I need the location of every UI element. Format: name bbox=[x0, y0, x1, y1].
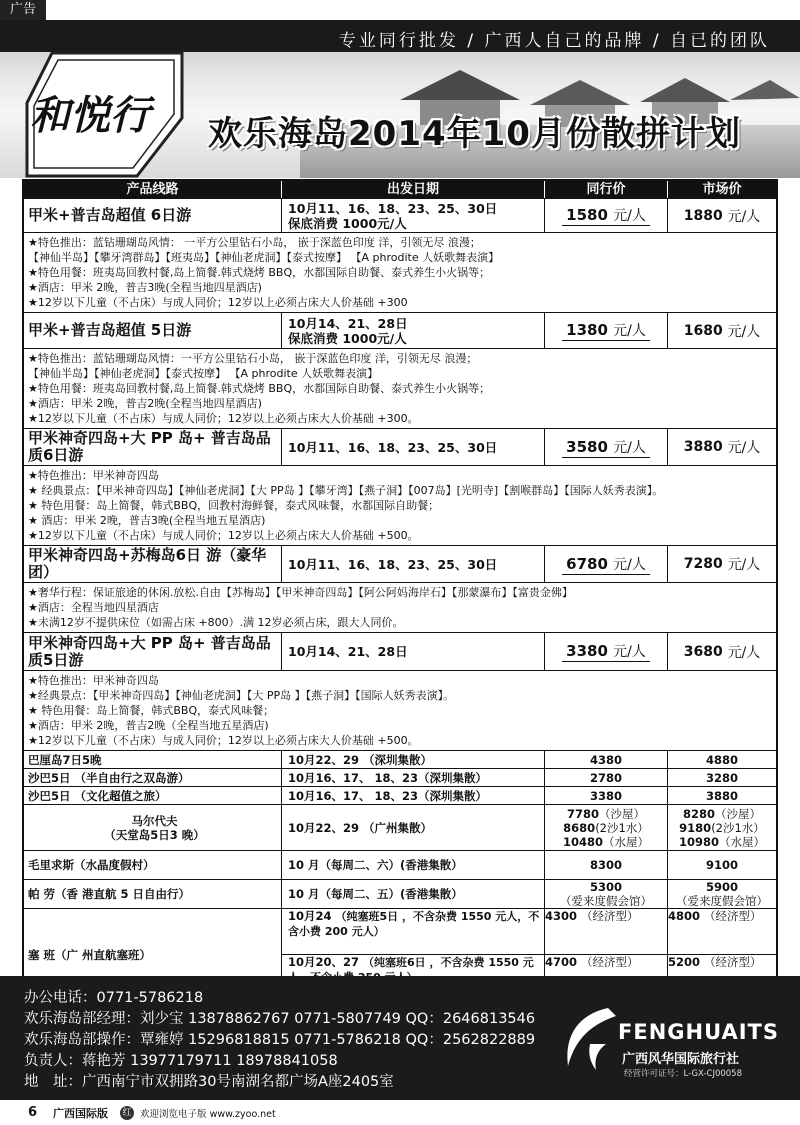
logo-name: FENGHUAITS bbox=[618, 1020, 779, 1044]
contact-line: 欢乐海岛部经理：刘少宝 13878862767 0771-5807749 QQ：2646813546 bbox=[24, 1011, 536, 1027]
market-price bbox=[668, 199, 776, 232]
magazine-badge-icon: 红 bbox=[120, 1106, 134, 1120]
page-footer bbox=[0, 1100, 800, 1125]
note-line: ★特色推出：蓝钻珊瑚岛风情：一平方公里钻石小岛， 嵌于深蓝色印度 洋，引领无尽 浪漫； bbox=[28, 352, 478, 365]
route-name: 毛里求斯（水晶度假村） bbox=[24, 851, 282, 879]
date-desc: （纯塞班5日 ，不含杂费 1550 元人，不含小费 200 元人） bbox=[288, 910, 540, 938]
note-line: ★酒店：甲米 2晚，普吉2晚（全程当地五星酒店) bbox=[28, 719, 269, 732]
trade-price-value: 3380 bbox=[545, 787, 668, 804]
trade-price bbox=[545, 313, 668, 348]
table-header bbox=[24, 181, 776, 198]
price-value: 10980 bbox=[678, 834, 719, 849]
table-row bbox=[24, 786, 776, 804]
trade-price-value: 1380 bbox=[566, 321, 608, 339]
route-name: 沙巴5日 （文化超值之旅） bbox=[24, 787, 282, 804]
note-line: ★特色推出：甲米神奇四岛 bbox=[28, 469, 159, 482]
company-logo bbox=[560, 996, 790, 1096]
trade-price-cell bbox=[545, 909, 668, 954]
class-note: （经济型） bbox=[581, 955, 639, 969]
class-note: （经济型） bbox=[581, 909, 639, 923]
room-type: （水屋） bbox=[719, 834, 765, 849]
date-line: 10月24 bbox=[288, 909, 332, 923]
route-date: 10 月（每周二、六）(香港集散） bbox=[282, 851, 545, 879]
product-notes bbox=[24, 465, 776, 545]
price-value: 8680 bbox=[563, 820, 596, 835]
price-unit: 元/人 bbox=[613, 208, 646, 224]
note-line: ★ 特色用餐：岛上简餐，韩式BBQ，回教村海鲜餐，泰式风味餐，水都国际自助餐； bbox=[28, 499, 440, 512]
product-notes bbox=[24, 670, 776, 750]
price-option bbox=[679, 835, 765, 849]
note-line: ★酒店：全程当地四星酒店 bbox=[28, 601, 159, 614]
price-option bbox=[567, 807, 645, 821]
route-date: 10月22、29 （深圳集散） bbox=[282, 751, 545, 768]
product-notes bbox=[24, 348, 776, 428]
note-line: ★12岁以下儿童（不占床）与成人同价；12岁以上必须占床大人价基础 +500。 bbox=[28, 734, 419, 747]
contact-line: 办公电话：0771-5786218 bbox=[24, 990, 204, 1006]
trade-price-value: 4300 bbox=[545, 909, 578, 923]
route-date: 10月16、17、 18、23（深圳集散） bbox=[282, 787, 545, 804]
contact-line: 欢乐海岛部操作：覃雍婷 15296818815 0771-5786218 QQ：2562822889 bbox=[24, 1032, 536, 1048]
trade-price-list bbox=[545, 805, 668, 850]
header-trade-price: 同行价 bbox=[545, 181, 668, 198]
ad-tag: 广告 bbox=[0, 0, 46, 20]
note-line: ★酒店：甲米 2晚，普吉3晚(全程当地四星酒店) bbox=[28, 281, 262, 294]
page-title: 欢乐海岛2014年10月份散拼计划 bbox=[208, 114, 741, 154]
trade-price-value: 8300 bbox=[545, 851, 668, 879]
date-line: 保底消费 1000元/人 bbox=[288, 215, 407, 231]
market-price-cell bbox=[668, 909, 776, 954]
market-price-value: 4880 bbox=[705, 752, 738, 767]
brand-logo-text: 和悦行 bbox=[30, 92, 150, 139]
price-option bbox=[679, 821, 765, 835]
product-name: 甲米+普吉岛超值 5日游 bbox=[24, 313, 282, 348]
note-line: ★特色用餐：班夷岛回教村餐,岛上简餐.韩式烧烤 BBQ，水都国际自助餐、泰式养生小火锅等； bbox=[28, 266, 491, 279]
trade-price-value: 6780 bbox=[566, 554, 608, 573]
product-name: 甲米+普吉岛超值 6日游 bbox=[24, 199, 282, 232]
contact-info bbox=[24, 988, 535, 1093]
market-price bbox=[668, 633, 776, 670]
note-line: ★12岁以下儿童（不占床）与成人同价；12岁以上必须占床大人价基础 +500。 bbox=[28, 529, 419, 542]
header-market-price: 市场价 bbox=[702, 182, 742, 197]
header-banner bbox=[0, 20, 800, 178]
product-name: 甲米神奇四岛+大 PP 岛+ 普吉岛品质6日游 bbox=[24, 429, 282, 465]
contact-line: 地 址：广西南宁市双拥路30号南湖名都广场A座2405室 bbox=[24, 1074, 394, 1090]
page-number: 6 bbox=[28, 1105, 38, 1120]
table-row bbox=[24, 804, 776, 850]
route-name-line: 马尔代夫 bbox=[131, 813, 178, 828]
market-price-value: 5900 bbox=[705, 880, 738, 894]
date-line: 10月14、21、28日 bbox=[288, 315, 408, 331]
note-line: ★特色推出：蓝钻珊瑚岛风情： 一平方公里钻石小岛， 嵌于深蓝色印度 洋，引领无尽 浪漫； bbox=[28, 236, 481, 249]
price-value: 7780 bbox=[566, 806, 599, 821]
table-row bbox=[24, 750, 776, 768]
table-row bbox=[24, 879, 776, 908]
product-row bbox=[24, 545, 776, 582]
product-name: 甲米神奇四岛+大 PP 岛+ 普吉岛品质5日游 bbox=[24, 633, 282, 670]
date-line: 10月11、16、18、23、25、30日 bbox=[288, 200, 498, 216]
route-date: 10月22、29 （广州集散） bbox=[282, 805, 545, 850]
price-value: 8280 bbox=[682, 806, 715, 821]
saipan-option bbox=[282, 909, 776, 955]
route-name-line: （天堂岛5日3 晚） bbox=[104, 827, 205, 842]
route-date: 10月16、17、 18、23（深圳集散） bbox=[282, 769, 545, 786]
price-unit: 元/人 bbox=[613, 556, 646, 573]
header-date: 出发日期 bbox=[282, 181, 545, 198]
market-price-cell bbox=[668, 880, 776, 908]
table-row bbox=[24, 768, 776, 786]
magazine-name: 广西国际版 bbox=[53, 1106, 109, 1120]
market-price-value: 1680 bbox=[683, 322, 723, 339]
market-price-value: 3680 bbox=[683, 643, 723, 660]
trade-price-value: 4380 bbox=[545, 751, 668, 768]
website-link[interactable]: 欢迎浏览电子版 www.zyoo.net bbox=[140, 1108, 276, 1120]
footer bbox=[0, 976, 800, 1100]
route-date bbox=[282, 909, 545, 954]
note-line: ★12岁以下儿童（不占床）与成人同价；12岁以上必须占床大人价基础 +300 bbox=[28, 296, 408, 309]
market-price-value: 3280 bbox=[705, 770, 738, 785]
price-unit: 元/人 bbox=[613, 439, 646, 456]
price-unit: 元/人 bbox=[727, 644, 761, 661]
market-price-value: 1880 bbox=[683, 207, 723, 224]
contact-line: 负责人：蒋艳芳 13977179711 18978841058 bbox=[24, 1053, 338, 1069]
trade-price bbox=[545, 199, 668, 232]
hotel-note: （爱来度假会馆） bbox=[560, 894, 652, 908]
market-price bbox=[668, 429, 776, 465]
room-type: (2沙1水） bbox=[711, 820, 765, 835]
note-line: ★12岁以下儿童（不占床）与成人同价；12岁以上必须占床大人价基础 +300。 bbox=[28, 412, 419, 425]
trade-price bbox=[545, 633, 668, 670]
note-line: ★奢华行程：保证旅途的休闲.放松.自由【苏梅岛】【甲米神奇四岛】【阿公阿妈海岸石】【那蒙瀑布】【富贵金佛】 bbox=[28, 586, 573, 599]
header-product: 产品线路 bbox=[24, 181, 282, 198]
class-note: （经济型） bbox=[704, 955, 762, 969]
route-name: 帕 劳（香 港直航 5 日自由行） bbox=[24, 880, 282, 908]
hotel-note: （爱来度假会馆） bbox=[676, 894, 768, 908]
note-line: ★ 经典景点：【甲米神奇四岛】【神仙老虎洞】【大 PP岛 】【攀牙湾】【燕子洞】【007岛】[光明寺]【割喉群岛】【国际人妖秀表演】。 bbox=[28, 484, 664, 497]
product-notes bbox=[24, 232, 776, 312]
price-table bbox=[22, 179, 778, 1002]
price-unit: 元/人 bbox=[727, 323, 761, 340]
note-line: ★特色推出：甲米神奇四岛 bbox=[28, 674, 159, 687]
price-unit: 元/人 bbox=[613, 644, 646, 660]
trade-price bbox=[545, 546, 668, 582]
trade-price-value: 2780 bbox=[545, 769, 668, 786]
market-price bbox=[668, 546, 776, 582]
price-value: 9180 bbox=[679, 820, 712, 835]
table-row bbox=[24, 850, 776, 879]
market-price-value: 9100 bbox=[705, 858, 738, 872]
product-dates bbox=[282, 199, 545, 232]
note-line: 【神仙半岛】【攀牙湾群岛】【班夷岛】【神仙老虎洞】【泰式按摩】 【A phrodite 人妖歌舞表演】 bbox=[28, 251, 500, 264]
room-type: (2沙1水） bbox=[595, 820, 649, 835]
date-line: 保底消费 1000元/人 bbox=[288, 330, 407, 346]
note-line: ★经典景点：【甲米神奇四岛】【神仙老虎洞】【大 PP岛 】【燕子洞】【国际人妖秀表演】。 bbox=[28, 689, 455, 702]
product-dates bbox=[282, 313, 545, 348]
product-row bbox=[24, 312, 776, 348]
price-unit: 元/人 bbox=[727, 557, 761, 573]
price-option bbox=[563, 821, 649, 835]
swoosh-logo-icon bbox=[560, 1004, 620, 1074]
market-price-value: 4800 bbox=[668, 909, 701, 923]
market-price-value: 3880 bbox=[683, 439, 723, 455]
product-dates: 10月11、16、18、23、25、30日 bbox=[282, 546, 545, 582]
trade-price-value: 3580 bbox=[566, 437, 608, 456]
logo-company-name: 广西风华国际旅行社 bbox=[622, 1052, 740, 1067]
note-line: ★ 酒店：甲米 2晚，普吉3晚(全程当地五星酒店) bbox=[28, 514, 266, 527]
price-value: 10480 bbox=[562, 834, 603, 849]
note-line: ★酒店：甲米 2晚，普吉2晚(全程当地四星酒店) bbox=[28, 397, 262, 410]
price-option bbox=[563, 835, 649, 849]
trade-price-value: 5300 bbox=[589, 880, 622, 894]
trade-price-value: 3380 bbox=[566, 642, 608, 660]
market-price-value: 5200 bbox=[668, 955, 701, 969]
trade-price-value: 1580 bbox=[566, 206, 608, 224]
route-name: 巴厘岛7日5晚 bbox=[24, 751, 282, 768]
price-unit: 元/人 bbox=[613, 323, 646, 339]
product-dates: 10月14、21、28日 bbox=[282, 633, 545, 670]
note-line: ★ 特色用餐：岛上简餐，韩式BBQ，泰式风味餐； bbox=[28, 704, 275, 717]
product-row bbox=[24, 198, 776, 232]
class-note: （经济型） bbox=[704, 909, 762, 923]
product-name: 甲米神奇四岛+苏梅岛6日 游（豪华团） bbox=[24, 546, 282, 582]
product-row bbox=[24, 632, 776, 670]
price-unit: 元/人 bbox=[727, 208, 761, 225]
trade-price bbox=[545, 429, 668, 465]
slogan: 专业同行批发 / 广西人自己的品牌 / 自已的团队 bbox=[338, 31, 770, 51]
market-price-value: 3880 bbox=[705, 788, 738, 803]
market-price bbox=[668, 313, 776, 348]
product-dates: 10月11、16、18、23、25、30日 bbox=[282, 429, 545, 465]
brand-logo bbox=[22, 48, 192, 178]
room-type: （沙屋） bbox=[715, 806, 761, 821]
price-unit: 元/人 bbox=[727, 440, 761, 456]
date-desc: （纯塞班6日 ，不含杂费 1550 元 bbox=[363, 956, 534, 969]
market-price-value: 7280 bbox=[683, 556, 723, 572]
room-type: （水屋） bbox=[603, 834, 649, 849]
product-notes bbox=[24, 582, 776, 632]
room-type: （沙屋） bbox=[599, 806, 645, 821]
route-name bbox=[24, 805, 282, 850]
note-line: ★未满12岁不提供床位（如需占床 +800）.满 12岁必须占床，跟大人同价。 bbox=[28, 616, 404, 629]
market-price-list bbox=[668, 805, 776, 850]
price-option bbox=[683, 807, 761, 821]
trade-price-cell bbox=[545, 880, 668, 908]
license-number: 经营许可证号：L-GX-CJ00058 bbox=[624, 1069, 743, 1079]
route-date: 10 月（每周二、五）(香港集散） bbox=[282, 880, 545, 908]
trade-price-value: 4700 bbox=[545, 955, 578, 969]
route-name: 塞 班（广 州直航塞班） bbox=[24, 909, 282, 1000]
note-line: ★特色用餐：班夷岛回教村餐,岛上简餐.韩式烧烤 BBQ，水都国际自助餐、泰式养生小火锅等； bbox=[28, 382, 491, 395]
note-line: 【神仙半岛】【神仙老虎洞】【泰式按摩】 【A phrodite 人妖歌舞表演】 bbox=[28, 367, 379, 380]
route-name: 沙巴5日 （半自由行之双岛游） bbox=[24, 769, 282, 786]
date-line: 10月20、27 bbox=[288, 955, 360, 969]
product-row bbox=[24, 428, 776, 465]
